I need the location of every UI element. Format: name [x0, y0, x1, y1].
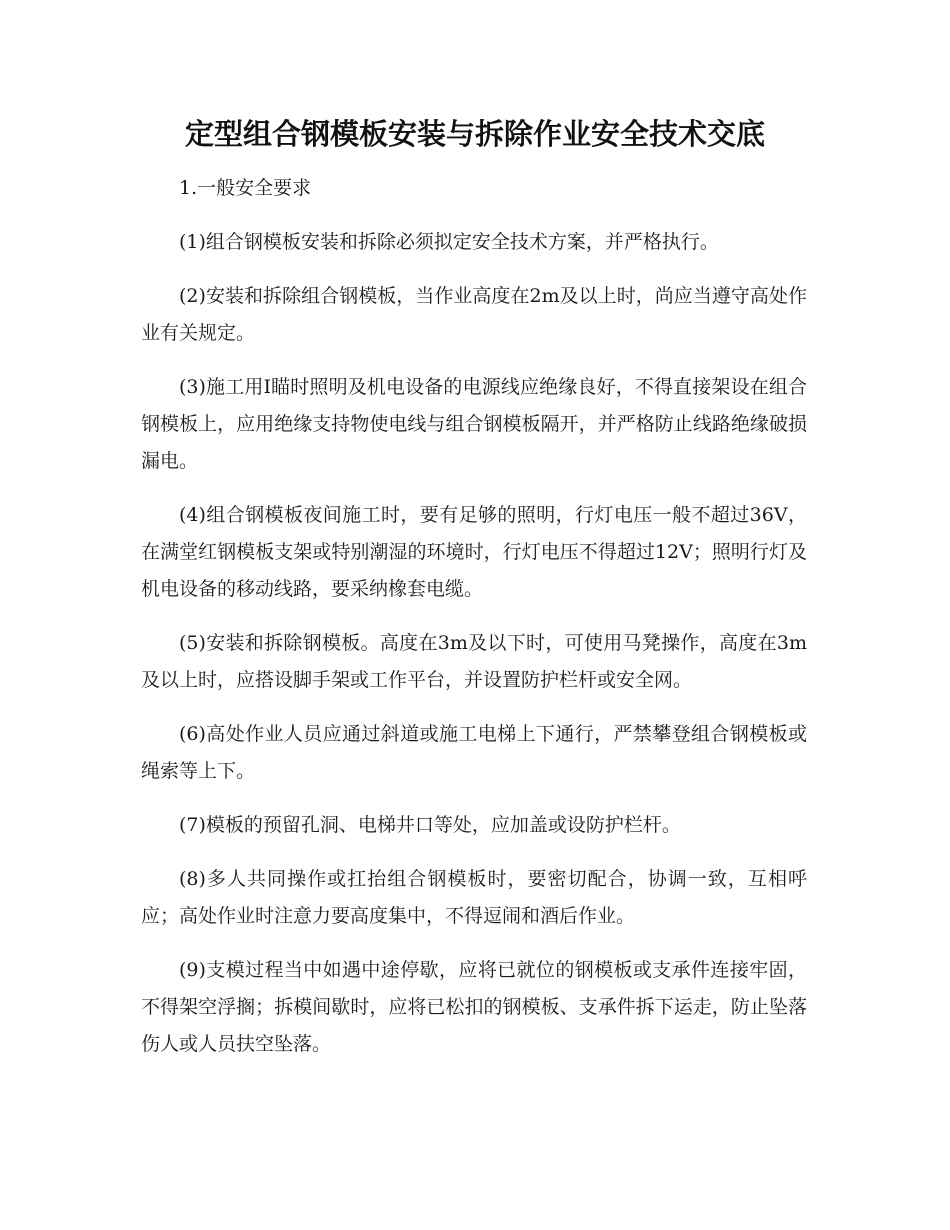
section-heading: 1.一般安全要求	[179, 177, 312, 199]
paragraph-5: (5)安装和拆除钢模板。高度在3m及以下时，可使用马凳操作，高度在3m及以上时，应搭设脚手架或工作平台，并设置防护栏杆或安全网。	[141, 632, 807, 691]
paragraph-6: (6)高处作业人员应通过斜道或施工电梯上下通行，严禁攀登组合钢模板或绳索等上下。	[141, 723, 807, 782]
paragraph-9: (9)支模过程当中如遇中途停歇，应将已就位的钢模板或支承件连接牢固，不得架空浮搁；拆模间歇时，应将已松扣的钢模板、支承件拆下运走，防止坠落伤人或人员扶空坠落。	[141, 959, 807, 1055]
paragraph-8: (8)多人共同操作或扛抬组合钢模板时，要密切配合，协调一致，互相呼应；高处作业时注意力要高度集中，不得逗闹和酒后作业。	[141, 868, 807, 927]
document-title: 定型组合钢模板安装与拆除作业安全技术交底	[184, 117, 765, 151]
paragraph-1: (1)组合钢模板安装和拆除必须拟定安全技术方案，并严格执行。	[179, 231, 719, 253]
paragraph-7: (7)模板的预留孔洞、电梯井口等处，应加盖或设防护栏杆。	[179, 814, 681, 836]
paragraph-3: (3)施工用I瞄时照明及机电设备的电源线应绝缘良好，不得直接架设在组合钢模板上，应用绝缘支持物使电线与组合钢模板隔开，并严格防止线路绝缘破损漏电。	[141, 376, 807, 472]
paragraph-4: (4)组合钢模板夜间施工时，要有足够的照明，行灯电压一般不超过36V，在满堂红钢模板支架或特别潮湿的环境时，行灯电压不得超过12V；照明行灯及机电设备的移动线路，要采纳橡套电缆。	[141, 504, 807, 600]
paragraph-2: (2)安装和拆除组合钢模板，当作业高度在2m及以上时，尚应当遵守高处作业有关规定。	[141, 285, 807, 344]
document-body	[141, 170, 807, 1080]
